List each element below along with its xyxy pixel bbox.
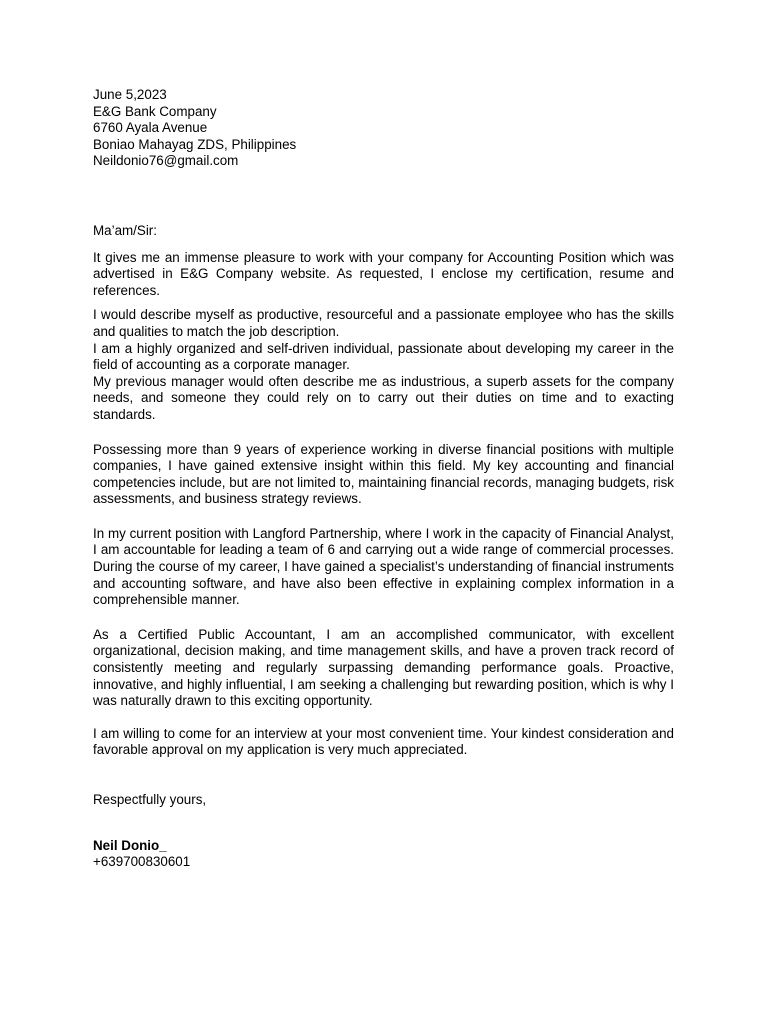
- sender-address-block: [93, 87, 674, 170]
- paragraph-self-description-line-2: I am a highly organized and self-driven individual, passionate about developing my career in the field of accounting as a corporate manager.: [93, 340, 674, 373]
- letter-date: June 5,2023: [93, 87, 167, 102]
- recipient-company: E&G Bank Company: [93, 103, 217, 119]
- signature-phone: +639700830601: [93, 854, 191, 870]
- letter-page: [93, 87, 674, 871]
- paragraph-qualifications: As a Certified Public Accountant, I am an accomplished communicator, with excellent organizational, decision making, and time management skills, and have a proven track record of consistently meeting and regularly surpassing demanding performance goals. Proactive, innovative, and highly influential, I am seeking a challenging but rewarding position, which is why I was naturally drawn to this exciting opportunity.: [93, 626, 674, 709]
- signature-block: [93, 838, 674, 871]
- salutation: Ma’am/Sir:: [93, 222, 157, 238]
- paragraph-experience: Possessing more than 9 years of experience working in diverse financial positions with multiple companies, I have gained extensive insight within this field. My key accounting and financial competencies include, but are not limited to, maintaining financial records, managing budgets, risk assessments, and business strategy reviews.: [93, 441, 674, 507]
- paragraph-self-description: [93, 307, 674, 423]
- recipient-city: Boniao Mahayag ZDS, Philippines: [93, 136, 297, 152]
- paragraph-interview-request: I am willing to come for an interview at your most convenient time. Your kindest consideration and favorable approval on my application is very much appreciated.: [93, 725, 674, 758]
- paragraph-current-position: In my current position with Langford Partnership, where I work in the capacity of Financial Analyst, I am accountable for leading a team of 6 and carrying out a wide range of commercial processes. During the course of my career, I have gained a specialist’s understanding of financial instruments and accounting software, and have also been effective in explaining complex information in a comprehensible manner.: [93, 525, 674, 608]
- paragraph-self-description-line-1: I would describe myself as productive, resourceful and a passionate employee who has the skills and qualities to match the job description.: [93, 307, 674, 339]
- paragraph-self-description-line-3: My previous manager would often describe me as industrious, a superb assets for the company needs, and someone they could rely on to carry out their duties on time and to exacting standards.: [93, 373, 674, 422]
- contact-email: Neildonio76@gmail.com: [93, 153, 239, 169]
- closing: Respectfully yours,: [93, 792, 207, 807]
- recipient-street: 6760 Ayala Avenue: [93, 120, 208, 136]
- paragraph-intro: It gives me an immense pleasure to work with your company for Accounting Position which was advertised in E&G Company website. As requested, I enclose my certification, resume and references.: [93, 249, 674, 298]
- signature-name: Neil Donio_: [93, 837, 167, 853]
